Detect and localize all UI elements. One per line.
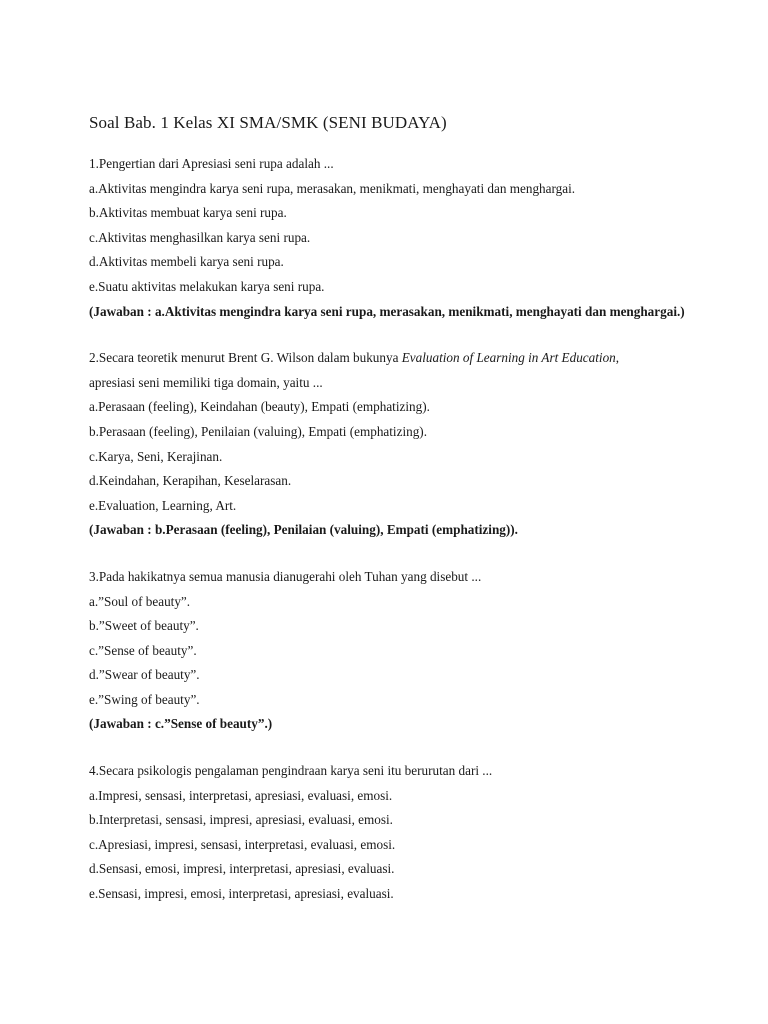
document-title: Soal Bab. 1 Kelas XI SMA/SMK (SENI BUDAYA): [89, 113, 447, 132]
option-d: d.Sensasi, emosi, impresi, interpretasi, apresiasi, evaluasi.: [89, 861, 395, 877]
option-a: a.”Soul of beauty”.: [89, 593, 191, 609]
option-a: a.Aktivitas mengindra karya seni rupa, merasakan, menikmati, menghayati dan menghargai.: [89, 180, 576, 196]
question-stem: 4.Secara psikologis pengalaman pengindraan karya seni itu berurutan dari ...: [89, 763, 493, 779]
option-b: b.Perasaan (feeling), Penilaian (valuing), Empati (emphatizing).: [89, 423, 427, 439]
question-2: [89, 346, 729, 543]
option-c: c.Karya, Seni, Kerajinan.: [89, 448, 223, 464]
option-a: a.Perasaan (feeling), Keindahan (beauty), Empati (emphatizing).: [89, 399, 430, 415]
answer-key: (Jawaban : c.”Sense of beauty”.): [89, 716, 273, 732]
answer-key: (Jawaban : b.Perasaan (feeling), Penilaian (valuing), Empati (emphatizing)).: [89, 522, 518, 538]
question-4: [89, 759, 729, 907]
option-c: c.”Sense of beauty”.: [89, 642, 197, 658]
option-b: b.”Sweet of beauty”.: [89, 618, 199, 634]
option-c: c.Apresiasi, impresi, sensasi, interpretasi, evaluasi, emosi.: [89, 836, 396, 852]
document-page: [89, 108, 729, 929]
option-e: e.Evaluation, Learning, Art.: [89, 497, 237, 513]
question-3: [89, 565, 729, 737]
option-d: d.Aktivitas membeli karya seni rupa.: [89, 254, 284, 270]
question-1: [89, 152, 729, 324]
answer-key: (Jawaban : a.Aktivitas mengindra karya seni rupa, merasakan, menikmati, menghayati dan menghargai.): [89, 303, 685, 319]
option-d: d.Keindahan, Kerapihan, Keselarasan.: [89, 473, 292, 489]
question-stem-continued: apresiasi seni memiliki tiga domain, yaitu ...: [89, 374, 323, 390]
question-stem: 3.Pada hakikatnya semua manusia dianugerahi oleh Tuhan yang disebut ...: [89, 568, 482, 584]
book-title: Evaluation of Learning in Art Education: [401, 350, 616, 366]
option-b: b.Aktivitas membuat karya seni rupa.: [89, 205, 287, 221]
question-stem-text: 2.Secara teoretik menurut Brent G. Wilson dalam bukunya: [89, 350, 402, 366]
option-c: c.Aktivitas menghasilkan karya seni rupa.: [89, 229, 311, 245]
option-e: e.”Swing of beauty”.: [89, 691, 200, 707]
question-stem-punct: ,: [615, 350, 620, 366]
question-stem: [89, 346, 729, 371]
option-a: a.Impresi, sensasi, interpretasi, apresiasi, evaluasi, emosi.: [89, 787, 393, 803]
option-d: d.”Swear of beauty”.: [89, 667, 200, 683]
option-b: b.Interpretasi, sensasi, impresi, apresiasi, evaluasi, emosi.: [89, 812, 393, 828]
option-e: e.Sensasi, impresi, emosi, interpretasi, apresiasi, evaluasi.: [89, 886, 394, 902]
question-stem: 1.Pengertian dari Apresiasi seni rupa adalah ...: [89, 156, 334, 171]
option-e: e.Suatu aktivitas melakukan karya seni rupa.: [89, 278, 325, 294]
